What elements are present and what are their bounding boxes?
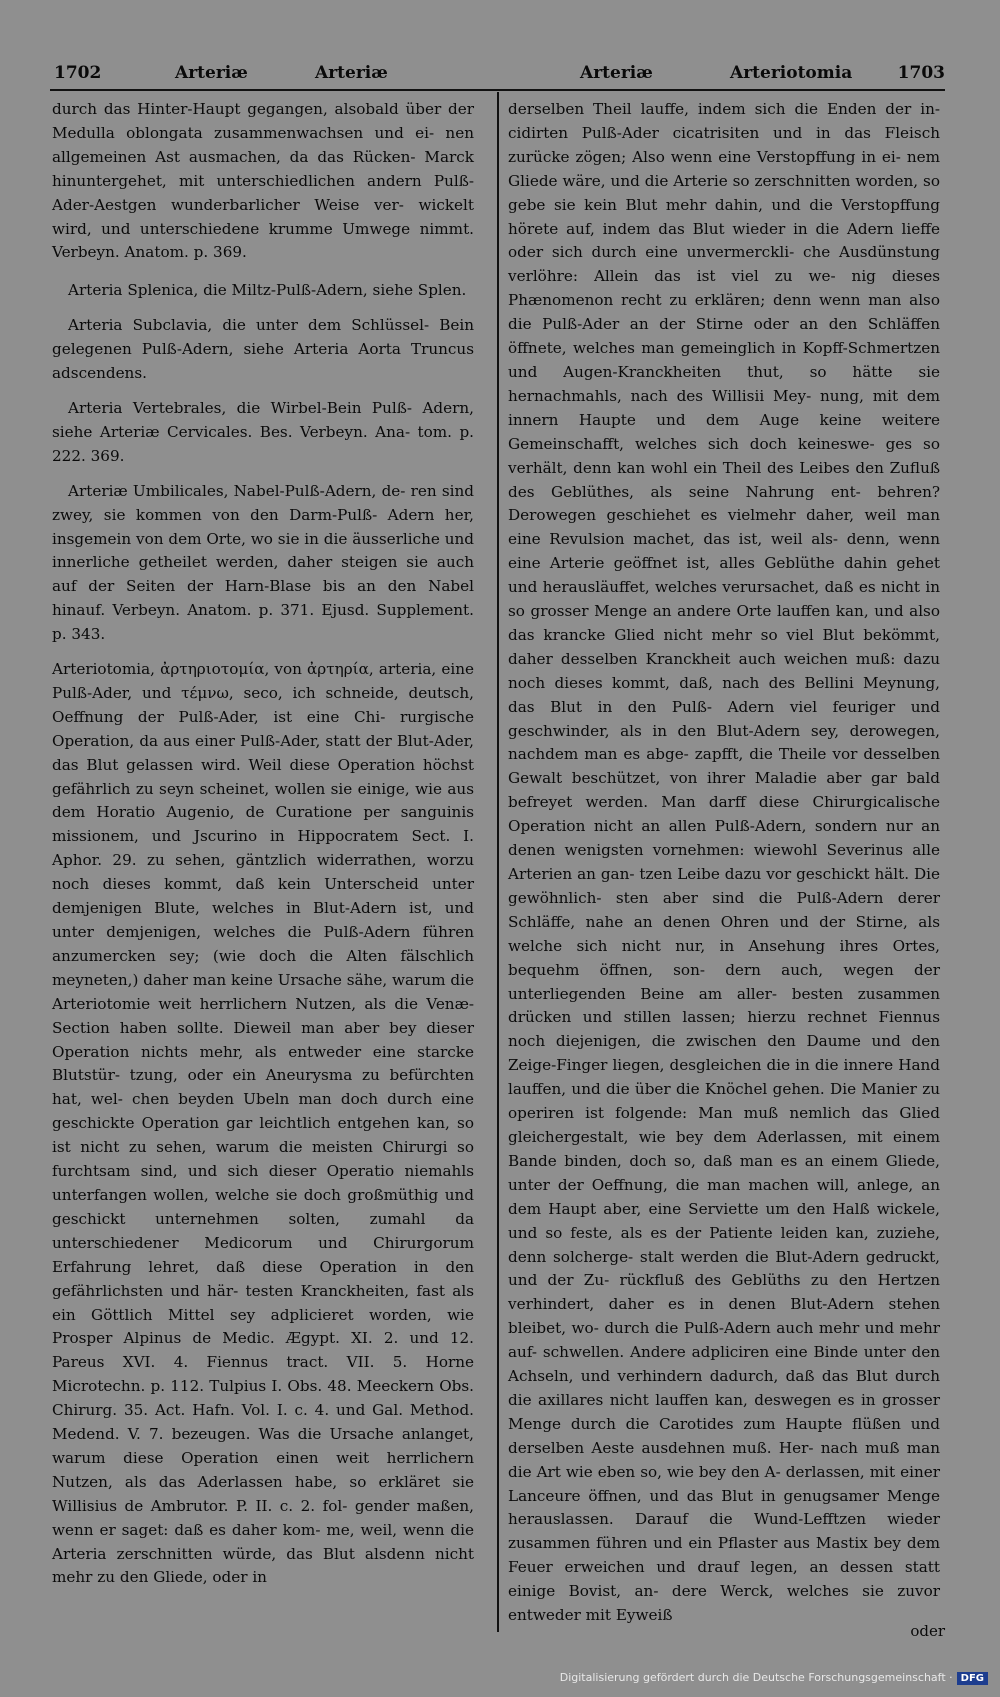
digitization-credit <box>560 1671 988 1685</box>
right-running-title-2: Arteriotomia <box>730 63 853 83</box>
entry-arteria-vertebrales: Arteria Vertebrales, die Wirbel-Bein Pulß- Adern, siehe Arteriæ Cervicales. Bes. Verbeyn. Ana- tom. p. 222. 369. <box>52 398 474 465</box>
left-running-title-2: Arteriæ <box>315 63 388 83</box>
dfg-logo: DFG <box>957 1672 988 1685</box>
entry-arteriotomia-continued: derselben Theil lauffe, indem sich die Enden der in- cidirten Pulß-Ader cicatrisiten und in das Fleisch zurücke zögen; Also wenn eine Verstopffung in ei- nem Gliede wäre, und die Arterie so zerschnitten worden, so gebe sie kein Blut mehr dahin, und die Verstopffung hörete auf, indem das Blut wieder in die Adern lieffe oder sich durch eine unvermerckli- che Ausdünstung verlöhre: Allein das ist viel zu we- nig dieses Phænomenon recht zu erklären; denn wenn man also die Pulß-Ader an der Stirne oder an den Schläffen öffnete, welches man gemeinglich in Kopff-Schmertzen und Augen-Kranckheiten thut, so hätte sie hernachmahls, nach des Willisii Mey- nung, mit dem innern Haupte und dem Auge keine weitere Gemeinschafft, welches sich doch keineswe- ges so verhält, denn kan wohl ein Theil des Leibes den Zufluß des Geblüthes, als seine Nahrung ent- behren? Derowegen geschiehet es vielmehr daher, weil man eine Revulsion machet, das ist, weil als- denn, wenn eine Arterie geöffnet ist, alles Geblüthe dahin gehet und herausläuffet, welches verursachet, daß es nicht in so grosser Menge an andere Orte lauffen kan, und also das krancke Glied nicht mehr so viel Blut bekömmt, daher desselben Kranckheit auch weichen muß: dazu noch dieses kommt, daß, nach des Bellini Meynung, das Blut in den Pulß- Adern viel feuriger und geschwinder, als in den Blut-Adern sey, derowegen, nachdem man es abge- zapfft, die Theile vor desselben Gewalt beschützet, von ihrer Maladie aber gar bald befreyet werden. Man darff diese Chirurgicalische Operation nicht an allen Pulß-Adern, sondern nur an denen wenigsten vornehmen: wiewohl Severinus alle Arterien an gan- tzen Leibe dazu vor geschickt hält. Die gewöhnlich- sten aber sind die Pulß-Adern derer Schläffe, nahe an denen Ohren und der Stirne, als welche sich nicht nur, in Ansehung ihres Ortes, bequehm öffnen, son- dern auch, wegen der unterliegenden Beine am aller- besten zusammen drücken und stillen lassen; hierzu rechnet Fiennus noch diejenigen, die zwischen den Daume und den Zeige-Finger liegen, desgleichen die in die innere Hand lauffen, und die über die Knöchel gehen. Die Manier zu operiren ist folgende: Man muß nemlich das Glied gleichergestalt, wie bey dem Aderlassen, mit einem Bande binden, doch so, daß man es an einem Gliede, unter der Oeffnung, die man machen will, anlege, an dem Haupt aber, eine Serviette um den Halß wickele, und so feste, als es der Patiente leiden kan, zuziehe, denn solcherge- stalt werden die Blut-Adern gedruckt, und der Zu- rückfluß des Geblüths zu den Hertzen verhindert, daher es in denen Blut-Adern stehen bleibet, wo- durch die Pulß-Adern auch mehr und mehr auf- schwellen. Andere adpliciren eine Binde unter den Achseln, und verhindern dadurch, daß das Blut durch die axillares nicht lauffen kan, deswegen es in grosser Menge durch die Carotides zum Haupte flüßen und derselben Aeste ausdehnen muß. Her- nach muß man die Art wie eben so, wie bey den A- derlassen, mit einer Lanceure öffnen, und das Blut in genugsamer Menge herauslassen. Darauf die Wund-Lefftzen wieder zusammen führen und ein Pflaster aus Mastix bey dem Feuer erweichen und drauf legen, an dessen statt einige Bovist, an- dere Werck, welches sie zuvor entweder mit Eyweiß <box>508 100 940 1625</box>
paragraph-medulla: durch das Hinter-Haupt gegangen, alsobald über der Medulla oblongata zusammenwachsen und ei- nen allgemeinen Ast ausmachen, da das Rücken- Marck hinuntergehet, mit unterschiedlichen andern Pulß-Ader-Aestgen wunderbarlicher Weise ver- wickelt wird, und unterschiedene krumme Umwege nimmt. Verbeyn. Anatom. p. 369. <box>52 100 474 262</box>
left-running-title-1: Arteriæ <box>175 63 248 83</box>
right-running-title-1: Arteriæ <box>580 63 653 83</box>
entry-arteriae-umbilicales: Arteriæ Umbilicales, Nabel-Pulß-Adern, de- ren sind zwey, sie kommen von den Darm-Pulß- Adern her, insgemein von dem Orte, wo sie in die äusserliche und innerliche getheilet werden, daher steigen sie auch auf der Seiten der Harn-Blase bis an den Nabel hinauf. Verbeyn. Anatom. p. 371. Ejusd. Supplement. p. 343. <box>52 481 474 644</box>
scanned-page <box>50 58 945 1643</box>
entry-arteria-splenica: Arteria Splenica, die Miltz-Pulß-Adern, siehe Splen. <box>68 281 467 300</box>
right-page-number: 1703 <box>897 63 945 83</box>
header-rule <box>50 89 945 91</box>
running-head <box>50 58 945 88</box>
left-page-number: 1702 <box>54 63 102 83</box>
credit-text: Digitalisierung gefördert durch die Deutsche Forschungsgemeinschaft · <box>559 1671 953 1684</box>
entry-arteriotomia: Arteriotomia, ἀρτηριοτομία, von ἀρτηρία, arteria, eine Pulß-Ader, und τέμνω, seco, ich schneide, deutsch, Oeffnung der Pulß-Ader, ist eine Chi- rurgische Operation, da aus einer Pulß-Ader, statt der Blut-Ader, das Blut gelassen wird. Weil diese Operation höchst gefährlich zu seyn scheinet, wollen sie einige, wie aus dem Horatio Augenio, de Curatione per sanguinis missionem, und Jscurino in Hippocratem Sect. I. Aphor. 29. zu sehen, gäntzlich widerrathen, worzu noch dieses kommt, daß kein Unterscheid unter demjenigen Blute, welches in Blut-Adern ist, und unter demjenigen, welches die Pulß-Adern führen anzumercken sey; (wie doch die Alten fälschlich meyneten,) daher man keine Ursache sähe, warum die Arteriotomie weit herrlichern Nutzen, als die Venæ-Section haben sollte. Dieweil man aber bey dieser Operation nichts mehr, als entweder eine starcke Blutstür- tzung, oder ein Aneurysma zu befürchten hat, wel- chen beyden Ubeln man doch durch eine geschickte Operation gar leichtlich entgehen kan, so ist nicht zu sehen, warum die meisten Chirurgi so furchtsam sind, und sich dieser Operatio niemahls unterfangen wollen, welche sie doch großmüthig und geschickt unternehmen solten, zumahl da unterschiedener Medicorum und Chirurgorum Erfahrung lehret, daß diese Operation in den gefährlichsten und här- testen Kranckheiten, fast als ein Göttlich Mittel sey adplicieret worden, wie Prosper Alpinus de Medic. Ægypt. XI. 2. und 12. Pareus XVI. 4. Fiennus tract. VII. 5. Horne Microtechn. p. 112. Tulpius I. Obs. 48. Meeckern Obs. Chirurg. 35. Act. Hafn. Vol. I. c. 4. und Gal. Method. Medend. V. 7. bezeugen. Was die Ursache anlanget, warum diese Operation einen weit herrlichern Nutzen, als das Aderlassen habe, so erkläret sie Willisius de Ambrutor. P. II. c. 2. fol- gender maßen, wenn er saget: daß es daher kom- me, weil, wenn die Arteria zerschnitten würde, das Blut alsdenn nicht mehr zu den Gliede, oder in <box>52 660 474 1587</box>
left-column <box>52 98 474 1601</box>
catchword: oder <box>910 1622 945 1640</box>
right-column <box>508 98 940 1639</box>
column-divider <box>497 92 499 1632</box>
entry-arteria-subclavia: Arteria Subclavia, die unter dem Schlüssel- Bein gelegenen Pulß-Adern, siehe Arteria Aorta Truncus adscendens. <box>52 316 474 383</box>
